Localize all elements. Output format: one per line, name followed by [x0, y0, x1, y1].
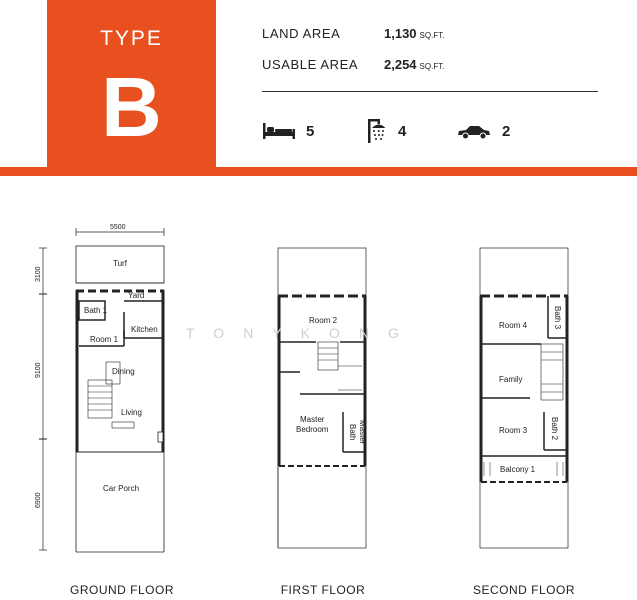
car-icon — [457, 124, 491, 140]
room-label-room2: Room 2 — [309, 316, 338, 325]
ground-dim-width: 5500 — [110, 224, 126, 231]
land-area-label: LAND AREA — [262, 26, 341, 41]
room-label-car-porch: Car Porch — [103, 484, 140, 493]
room-label-master-bath-line1: Master — [358, 420, 367, 445]
room-label-master-bedroom-line2: Bedroom — [296, 425, 329, 434]
room-label-bath1: Bath 1 — [84, 306, 108, 315]
unit-type-box — [47, 0, 216, 172]
room-label-yard: Yard — [128, 291, 145, 300]
header-divider-bar — [0, 167, 637, 176]
ground-floor-title: GROUND FLOOR — [69, 583, 174, 597]
first-floor-title: FIRST FLOOR — [280, 583, 366, 597]
floor-plans — [0, 176, 637, 576]
room-label-living: Living — [121, 408, 142, 417]
usable-area-value: 2,254 SQ.FT. — [384, 57, 445, 72]
second-floor-title: SECOND FLOOR — [472, 583, 575, 597]
land-area-value: 1,130 SQ.FT. — [384, 26, 445, 41]
bathroom-count: 4 — [398, 123, 407, 140]
room-label-bath3: Bath 3 — [553, 306, 562, 330]
room-label-master-bath-line2: Bath — [348, 424, 357, 441]
room-label-dining: Dining — [112, 367, 135, 376]
bedroom-count: 5 — [306, 123, 315, 140]
parking-count: 2 — [502, 123, 511, 140]
ground-dim-height-1: 3100 — [35, 266, 42, 282]
shower-icon — [366, 118, 388, 144]
type-label: TYPE — [100, 27, 163, 50]
bed-icon — [262, 121, 296, 141]
room-label-family: Family — [499, 375, 523, 384]
usable-area-label: USABLE AREA — [262, 57, 359, 72]
header-rule — [262, 91, 598, 92]
room-label-turf: Turf — [113, 259, 127, 268]
room-label-balcony1: Balcony 1 — [500, 465, 536, 474]
ground-dim-height-2: 9100 — [35, 362, 42, 378]
ground-floor-plan — [39, 228, 164, 552]
second-floor-plan — [480, 248, 568, 548]
room-label-kitchen: Kitchen — [131, 325, 158, 334]
room-label-master-bedroom-line1: Master — [300, 415, 325, 424]
room-label-room3: Room 3 — [499, 426, 528, 435]
type-letter: B — [101, 60, 162, 154]
room-label-room1: Room 1 — [90, 335, 119, 344]
room-label-room4: Room 4 — [499, 321, 528, 330]
ground-dim-height-3: 6900 — [35, 492, 42, 508]
watermark: TONYKONG — [186, 325, 418, 341]
room-label-bath2: Bath 2 — [550, 417, 559, 441]
first-floor-plan — [278, 248, 366, 548]
